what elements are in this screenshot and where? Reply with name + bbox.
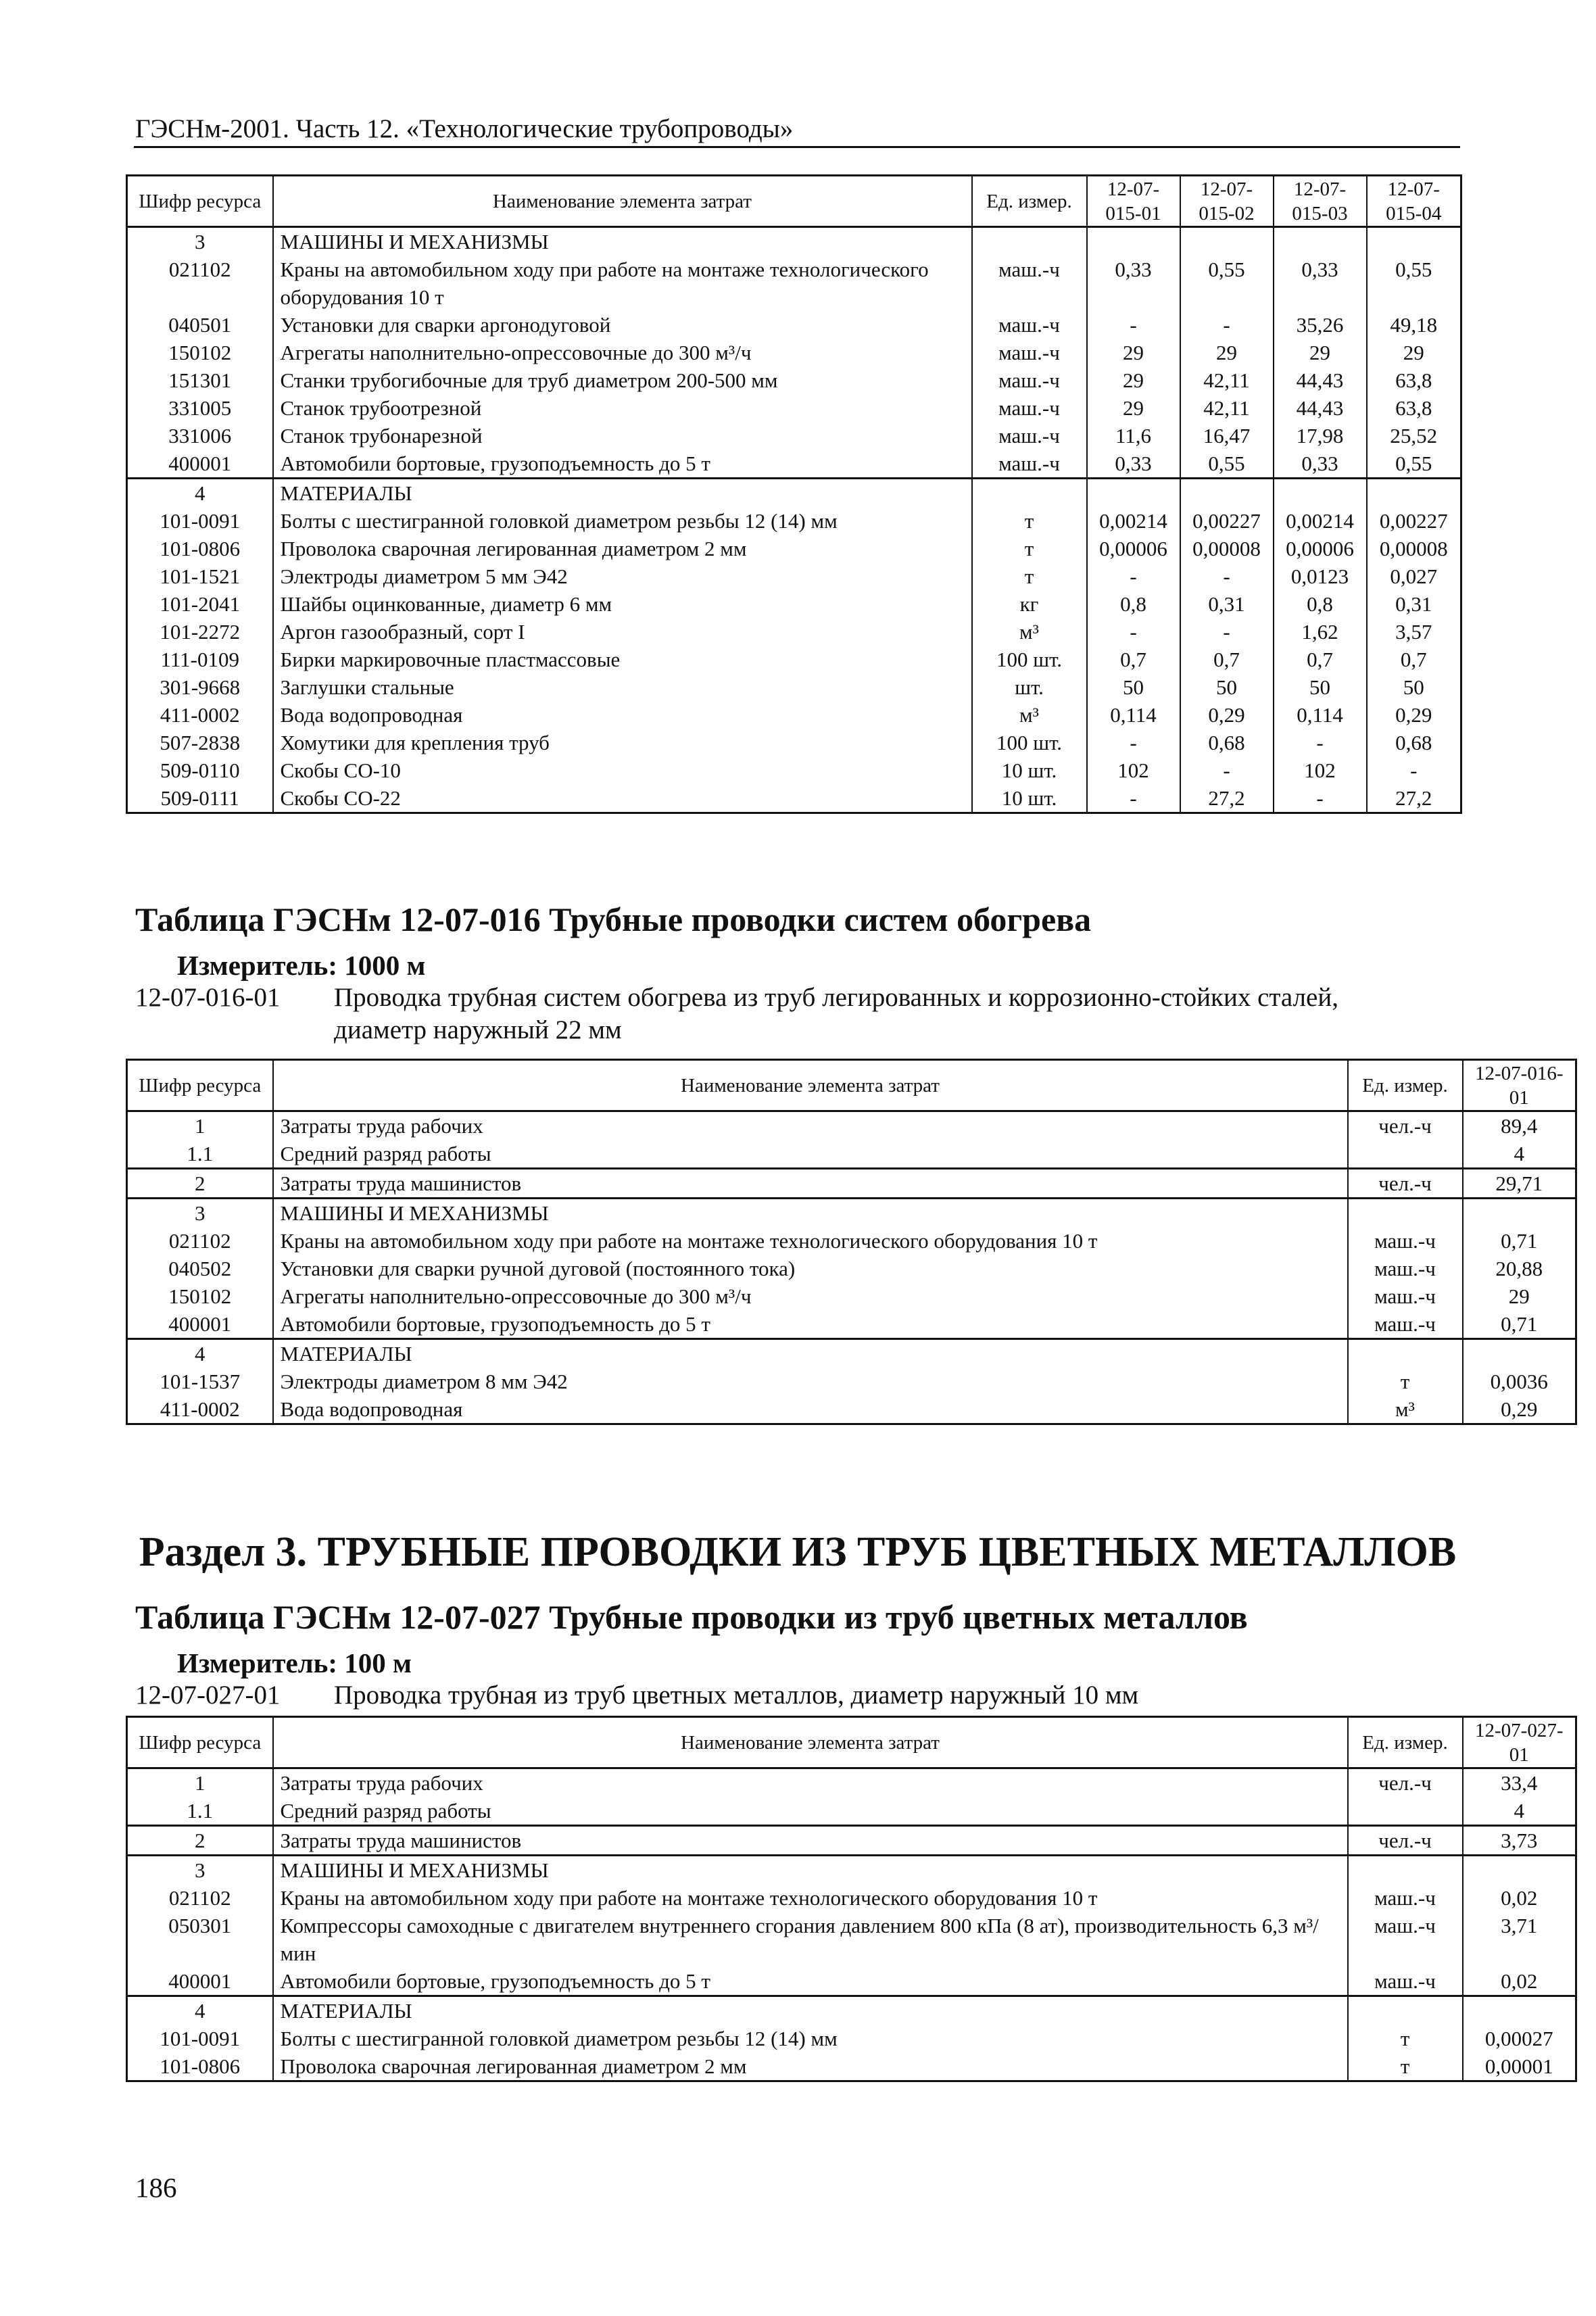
unit: 10 шт.	[972, 756, 1087, 784]
rate-value: 0,114	[1274, 701, 1367, 729]
rate-value	[1367, 479, 1461, 508]
unit	[1348, 1199, 1463, 1228]
unit: т	[972, 535, 1087, 562]
table-row	[127, 590, 1461, 618]
rate-value: 29	[1367, 339, 1461, 366]
unit: маш.-ч	[1348, 1912, 1463, 1967]
unit: маш.-ч	[1348, 1884, 1463, 1912]
unit: 100 шт.	[972, 729, 1087, 756]
unit	[1348, 1856, 1463, 1885]
rate-value	[1087, 227, 1180, 256]
rate-value: 4	[1463, 1140, 1576, 1169]
resource-code: 1	[127, 1111, 273, 1140]
rate-value: 25,52	[1367, 422, 1461, 450]
cost-element-name: Проволока сварочная легированная диаметром 2 мм	[273, 2052, 1348, 2081]
table-row	[127, 1255, 1576, 1282]
rate-value: -	[1274, 729, 1367, 756]
rate-value: 0,55	[1367, 450, 1461, 479]
resource-code: 2	[127, 1169, 273, 1199]
unit: маш.-ч	[972, 256, 1087, 311]
rate-value: 0,0036	[1463, 1368, 1576, 1395]
resource-code: 150102	[127, 339, 273, 366]
cost-element-name: Затраты труда машинистов	[273, 1169, 1348, 1199]
rate-value: 0,7	[1087, 646, 1180, 673]
rate-value: 0,68	[1367, 729, 1461, 756]
header-resource-code: Шифр ресурса	[127, 1060, 273, 1111]
rate-value: 29	[1463, 1282, 1576, 1310]
rate-value: 50	[1087, 673, 1180, 701]
rate-value: 3,71	[1463, 1912, 1576, 1967]
cost-element-name: Шайбы оцинкованные, диаметр 6 мм	[273, 590, 972, 618]
header-unit: Ед. измер.	[1348, 1717, 1463, 1768]
table-row	[127, 394, 1461, 422]
table-row	[127, 2025, 1576, 2052]
unit: чел.-ч	[1348, 1768, 1463, 1798]
rate-value: 33,4	[1463, 1768, 1576, 1798]
cost-element-name: Болты с шестигранной головкой диаметром резьбы 12 (14) мм	[273, 2025, 1348, 2052]
cost-element-name: Агрегаты наполнительно-опрессовочные до 300 м³/ч	[273, 339, 972, 366]
table-row	[127, 1368, 1576, 1395]
unit: маш.-ч	[972, 422, 1087, 450]
table-row	[127, 562, 1461, 590]
rate-value: -	[1087, 311, 1180, 339]
group-title: МАТЕРИАЛЫ	[273, 1996, 1348, 2025]
unit: маш.-ч	[972, 366, 1087, 394]
table-body	[127, 1768, 1576, 2081]
table-title: Таблица ГЭСНм 12-07-016 Трубные проводки систем обогрева	[135, 900, 1092, 938]
group-row	[127, 1856, 1576, 1885]
resource-code: 507-2838	[127, 729, 273, 756]
rate-value: 0,02	[1463, 1884, 1576, 1912]
rate-value: 89,4	[1463, 1111, 1576, 1140]
table-row	[127, 729, 1461, 756]
unit: т	[1348, 2025, 1463, 2052]
resource-code: 101-0091	[127, 507, 273, 535]
resource-code: 101-0806	[127, 2052, 273, 2081]
group-row	[127, 1996, 1576, 2025]
resource-code: 101-0806	[127, 535, 273, 562]
rate-value: 29	[1087, 394, 1180, 422]
rate-value: 4	[1463, 1797, 1576, 1826]
rate-value: 1,62	[1274, 618, 1367, 646]
rate-value: 0,00001	[1463, 2052, 1576, 2081]
rate-value: 0,29	[1463, 1395, 1576, 1424]
resource-table-12-07-015	[126, 174, 1462, 814]
running-header: ГЭСНм-2001. Часть 12. «Технологические трубопроводы»	[135, 114, 794, 143]
rate-value: 0,71	[1463, 1227, 1576, 1255]
cost-element-name: Краны на автомобильном ходу при работе на монтаже технологического оборудования 10 т	[273, 1884, 1348, 1912]
table-row	[127, 1140, 1576, 1169]
rate-value: 0,7	[1367, 646, 1461, 673]
header-rate-col: 12-07-027-01	[1463, 1717, 1576, 1768]
rate-value: -	[1087, 784, 1180, 813]
rate-value: 29	[1087, 339, 1180, 366]
resource-code: 301-9668	[127, 673, 273, 701]
rate-value: 27,2	[1367, 784, 1461, 813]
rate-value: 0,33	[1087, 450, 1180, 479]
rate-value: -	[1180, 562, 1274, 590]
rate-value: 0,027	[1367, 562, 1461, 590]
unit: 10 шт.	[972, 784, 1087, 813]
table-row	[127, 1282, 1576, 1310]
unit: маш.-ч	[972, 311, 1087, 339]
table-row	[127, 450, 1461, 479]
resource-code: 411-0002	[127, 701, 273, 729]
rate-value: 0,29	[1367, 701, 1461, 729]
rate-value: -	[1180, 311, 1274, 339]
group-row	[127, 1199, 1576, 1228]
cost-element-name: Средний разряд работы	[273, 1140, 1348, 1169]
resource-code: 150102	[127, 1282, 273, 1310]
resource-code: 101-2272	[127, 618, 273, 646]
table-row	[127, 1768, 1576, 1798]
table-row	[127, 1826, 1576, 1856]
cost-element-name: Установки для сварки аргонодуговой	[273, 311, 972, 339]
rate-value: 0,33	[1274, 450, 1367, 479]
rate-value: 0,33	[1274, 256, 1367, 311]
unit: чел.-ч	[1348, 1111, 1463, 1140]
unit: маш.-ч	[972, 339, 1087, 366]
header-rate-col: 12-07-015-04	[1367, 176, 1461, 227]
cost-element-name: Станки трубогибочные для труб диаметром 200-500 мм	[273, 366, 972, 394]
rate-value: 29,71	[1463, 1169, 1576, 1199]
header-resource-code: Шифр ресурса	[127, 176, 273, 227]
page-number: 186	[135, 2172, 177, 2203]
group-title: МАТЕРИАЛЫ	[273, 1339, 1348, 1368]
resource-code: 111-0109	[127, 646, 273, 673]
table-row	[127, 1227, 1576, 1255]
table-row	[127, 673, 1461, 701]
header-rate-col: 12-07-015-02	[1180, 176, 1274, 227]
cost-element-name: Компрессоры самоходные с двигателем внутреннего сгорания давлением 800 кПа (8 ат), производительность 6,3 м³/мин	[273, 1912, 1348, 1967]
rate-value: 3,73	[1463, 1826, 1576, 1856]
rate-value: -	[1274, 784, 1367, 813]
rate-value: 16,47	[1180, 422, 1274, 450]
unit: м³	[972, 701, 1087, 729]
rate-description: Проводка трубная систем обогрева из труб легированных и коррозионно-стойких сталей, диаметр наружный 22 мм	[334, 983, 1338, 1044]
rate-value: 0,71	[1463, 1310, 1576, 1339]
header-unit: Ед. измер.	[1348, 1060, 1463, 1111]
resource-code: 2	[127, 1826, 273, 1856]
cost-element-name: Затраты труда машинистов	[273, 1826, 1348, 1856]
section-title: Раздел 3. ТРУБНЫЕ ПРОВОДКИ ИЗ ТРУБ ЦВЕТНЫХ МЕТАЛЛОВ	[139, 1529, 1457, 1575]
unit	[1348, 1797, 1463, 1826]
rate-value	[1274, 479, 1367, 508]
header-resource-code: Шифр ресурса	[127, 1717, 273, 1768]
rate-value: 29	[1180, 339, 1274, 366]
table-row	[127, 1310, 1576, 1339]
resource-code: 101-2041	[127, 590, 273, 618]
header-rate-col: 12-07-015-03	[1274, 176, 1367, 227]
resource-table-12-07-027	[126, 1716, 1577, 2082]
unit: маш.-ч	[1348, 1310, 1463, 1339]
unit: маш.-ч	[972, 394, 1087, 422]
rate-value: 102	[1274, 756, 1367, 784]
cost-element-name: Станок трубоотрезной	[273, 394, 972, 422]
cost-element-name: Электроды диаметром 5 мм Э42	[273, 562, 972, 590]
rate-value: -	[1087, 562, 1180, 590]
resource-code: 050301	[127, 1912, 273, 1967]
rate-value: 0,00227	[1180, 507, 1274, 535]
resource-code: 3	[127, 1199, 273, 1228]
rate-value: 0,7	[1274, 646, 1367, 673]
rate-value: 0,00214	[1274, 507, 1367, 535]
rate-value: -	[1087, 618, 1180, 646]
table-row	[127, 535, 1461, 562]
rate-value: 0,8	[1274, 590, 1367, 618]
rate-value	[1180, 227, 1274, 256]
rate-value: 0,55	[1180, 256, 1274, 311]
group-title: МАШИНЫ И МЕХАНИЗМЫ	[273, 1856, 1348, 1885]
rate-value: 0,7	[1180, 646, 1274, 673]
rate-value: 29	[1087, 366, 1180, 394]
cost-element-name: Хомутики для крепления труб	[273, 729, 972, 756]
rate-value: 0,02	[1463, 1967, 1576, 1996]
header-rule	[134, 146, 1460, 148]
unit: маш.-ч	[1348, 1967, 1463, 1996]
table-row	[127, 422, 1461, 450]
group-row	[127, 227, 1461, 256]
rate-value: 17,98	[1274, 422, 1367, 450]
cost-element-name: Краны на автомобильном ходу при работе на монтаже технологического оборудования 10 т	[273, 1227, 1348, 1255]
resource-code: 400001	[127, 1310, 273, 1339]
rate-value: 50	[1180, 673, 1274, 701]
resource-code: 101-0091	[127, 2025, 273, 2052]
rate-value	[1463, 1856, 1576, 1885]
table-row	[127, 2052, 1576, 2081]
cost-element-name: Средний разряд работы	[273, 1797, 1348, 1826]
cost-element-name: Краны на автомобильном ходу при работе на монтаже технологического оборудования 10 т	[273, 256, 972, 311]
unit: т	[1348, 2052, 1463, 2081]
resource-code: 4	[127, 1996, 273, 2025]
unit: маш.-ч	[1348, 1255, 1463, 1282]
rate-value: -	[1180, 756, 1274, 784]
header-cost-element: Наименование элемента затрат	[273, 1060, 1348, 1111]
rate-value: 0,00227	[1367, 507, 1461, 535]
rate-value	[1180, 479, 1274, 508]
rate-value: 0,00008	[1180, 535, 1274, 562]
resource-code: 509-0110	[127, 756, 273, 784]
cost-element-name: Бирки маркировочные пластмассовые	[273, 646, 972, 673]
rate-value: -	[1367, 756, 1461, 784]
resource-code: 4	[127, 479, 273, 508]
cost-element-name: Станок трубонарезной	[273, 422, 972, 450]
rate-value: 0,55	[1180, 450, 1274, 479]
rate-value: 0,31	[1180, 590, 1274, 618]
rate-value: 50	[1274, 673, 1367, 701]
header-cost-element: Наименование элемента затрат	[273, 176, 972, 227]
header-rate-col: 12-07-015-01	[1087, 176, 1180, 227]
group-title: МАШИНЫ И МЕХАНИЗМЫ	[273, 227, 972, 256]
table-row	[127, 1912, 1576, 1967]
rate-value: 50	[1367, 673, 1461, 701]
table-row	[127, 1884, 1576, 1912]
group-row	[127, 479, 1461, 508]
rate-value: 0,0123	[1274, 562, 1367, 590]
rate-value: 42,11	[1180, 394, 1274, 422]
table-row	[127, 784, 1461, 813]
resource-code: 4	[127, 1339, 273, 1368]
header-rate-col: 12-07-016-01	[1463, 1060, 1576, 1111]
unit: м³	[1348, 1395, 1463, 1424]
table-title: Таблица ГЭСНм 12-07-027 Трубные проводки из труб цветных металлов	[135, 1598, 1248, 1636]
cost-element-name: Проволока сварочная легированная диаметром 2 мм	[273, 535, 972, 562]
cost-element-name: Болты с шестигранной головкой диаметром резьбы 12 (14) мм	[273, 507, 972, 535]
table-row	[127, 339, 1461, 366]
table-row	[127, 507, 1461, 535]
table-body	[127, 1111, 1576, 1424]
table-row	[127, 646, 1461, 673]
resource-code: 151301	[127, 366, 273, 394]
cost-element-name: Заглушки стальные	[273, 673, 972, 701]
table-meter: Измеритель: 100 м	[177, 1647, 412, 1679]
rate-value: 42,11	[1180, 366, 1274, 394]
table-row	[127, 1111, 1576, 1140]
rate-code: 12-07-016-01	[135, 983, 281, 1012]
cost-element-name: Агрегаты наполнительно-опрессовочные до 300 м³/ч	[273, 1282, 1348, 1310]
rate-value	[1463, 1996, 1576, 2025]
table-row	[127, 618, 1461, 646]
unit	[1348, 1339, 1463, 1368]
unit	[1348, 1996, 1463, 2025]
rate-value: 0,29	[1180, 701, 1274, 729]
unit: маш.-ч	[1348, 1282, 1463, 1310]
table-row	[127, 1395, 1576, 1424]
resource-code: 3	[127, 227, 273, 256]
rate-value: 63,8	[1367, 366, 1461, 394]
table-meter: Измеритель: 1000 м	[177, 950, 426, 981]
rate-value: 0,31	[1367, 590, 1461, 618]
table-body	[127, 227, 1461, 813]
group-row	[127, 1339, 1576, 1368]
rate-value: 102	[1087, 756, 1180, 784]
rate-value: 0,00006	[1274, 535, 1367, 562]
rate-value: 3,57	[1367, 618, 1461, 646]
resource-code: 101-1537	[127, 1368, 273, 1395]
rate-description: Проводка трубная из труб цветных металлов, диаметр наружный 10 мм	[334, 1681, 1139, 1710]
table-row	[127, 1967, 1576, 1996]
rate-value: 0,00027	[1463, 2025, 1576, 2052]
rate-value: 63,8	[1367, 394, 1461, 422]
unit: чел.-ч	[1348, 1826, 1463, 1856]
rate-value: -	[1087, 729, 1180, 756]
rate-value: 44,43	[1274, 366, 1367, 394]
rate-value	[1087, 479, 1180, 508]
cost-element-name: Автомобили бортовые, грузоподъемность до 5 т	[273, 1967, 1348, 1996]
rate-code: 12-07-027-01	[135, 1681, 281, 1710]
group-title: МАШИНЫ И МЕХАНИЗМЫ	[273, 1199, 1348, 1228]
table-row	[127, 311, 1461, 339]
cost-element-name: Вода водопроводная	[273, 1395, 1348, 1424]
cost-element-name: Электроды диаметром 8 мм Э42	[273, 1368, 1348, 1395]
rate-value: 11,6	[1087, 422, 1180, 450]
rate-value: 0,55	[1367, 256, 1461, 311]
unit: 100 шт.	[972, 646, 1087, 673]
resource-code: 101-1521	[127, 562, 273, 590]
rate-value: 35,26	[1274, 311, 1367, 339]
resource-code: 021102	[127, 256, 273, 311]
rate-value: -	[1180, 618, 1274, 646]
rate-value: 0,00214	[1087, 507, 1180, 535]
unit	[972, 227, 1087, 256]
resource-code: 1	[127, 1768, 273, 1798]
rate-value	[1274, 227, 1367, 256]
rate-value: 49,18	[1367, 311, 1461, 339]
unit: шт.	[972, 673, 1087, 701]
table-row	[127, 256, 1461, 311]
unit	[972, 479, 1087, 508]
rate-value: 20,88	[1463, 1255, 1576, 1282]
table-row	[127, 366, 1461, 394]
cost-element-name: Аргон газообразный, сорт I	[273, 618, 972, 646]
rate-value: 0,8	[1087, 590, 1180, 618]
rate-value	[1463, 1339, 1576, 1368]
rate-value: 0,33	[1087, 256, 1180, 311]
table-row	[127, 1169, 1576, 1199]
rate-value: 44,43	[1274, 394, 1367, 422]
resource-code: 400001	[127, 1967, 273, 1996]
resource-code: 040501	[127, 311, 273, 339]
unit: м³	[972, 618, 1087, 646]
unit: т	[972, 562, 1087, 590]
cost-element-name: Скобы СО-10	[273, 756, 972, 784]
resource-code: 331006	[127, 422, 273, 450]
rate-value: 0,114	[1087, 701, 1180, 729]
cost-element-name: Скобы СО-22	[273, 784, 972, 813]
resource-code: 021102	[127, 1227, 273, 1255]
rate-value: 0,68	[1180, 729, 1274, 756]
rate-value	[1367, 227, 1461, 256]
unit: маш.-ч	[1348, 1227, 1463, 1255]
resource-code: 411-0002	[127, 1395, 273, 1424]
resource-code: 3	[127, 1856, 273, 1885]
resource-code: 1.1	[127, 1797, 273, 1826]
header-unit: Ед. измер.	[972, 176, 1087, 227]
header-cost-element: Наименование элемента затрат	[273, 1717, 1348, 1768]
resource-code: 021102	[127, 1884, 273, 1912]
unit: маш.-ч	[972, 450, 1087, 479]
resource-code: 040502	[127, 1255, 273, 1282]
cost-element-name: Установки для сварки ручной дуговой (постоянного тока)	[273, 1255, 1348, 1282]
table-row	[127, 1797, 1576, 1826]
unit: чел.-ч	[1348, 1169, 1463, 1199]
rate-value: 29	[1274, 339, 1367, 366]
unit: т	[972, 507, 1087, 535]
cost-element-name: Автомобили бортовые, грузоподъемность до 5 т	[273, 450, 972, 479]
resource-code: 400001	[127, 450, 273, 479]
cost-element-name: Вода водопроводная	[273, 701, 972, 729]
rate-value: 0,00006	[1087, 535, 1180, 562]
resource-table-12-07-016	[126, 1059, 1577, 1425]
rate-value: 27,2	[1180, 784, 1274, 813]
resource-code: 331005	[127, 394, 273, 422]
resource-code: 509-0111	[127, 784, 273, 813]
unit	[1348, 1140, 1463, 1169]
resource-code: 1.1	[127, 1140, 273, 1169]
cost-element-name: Затраты труда рабочих	[273, 1111, 1348, 1140]
cost-element-name: Затраты труда рабочих	[273, 1768, 1348, 1798]
rate-value: 0,00008	[1367, 535, 1461, 562]
group-title: МАТЕРИАЛЫ	[273, 479, 972, 508]
cost-element-name: Автомобили бортовые, грузоподъемность до 5 т	[273, 1310, 1348, 1339]
unit: кг	[972, 590, 1087, 618]
rate-value	[1463, 1199, 1576, 1228]
table-row	[127, 756, 1461, 784]
table-row	[127, 701, 1461, 729]
unit: т	[1348, 1368, 1463, 1395]
